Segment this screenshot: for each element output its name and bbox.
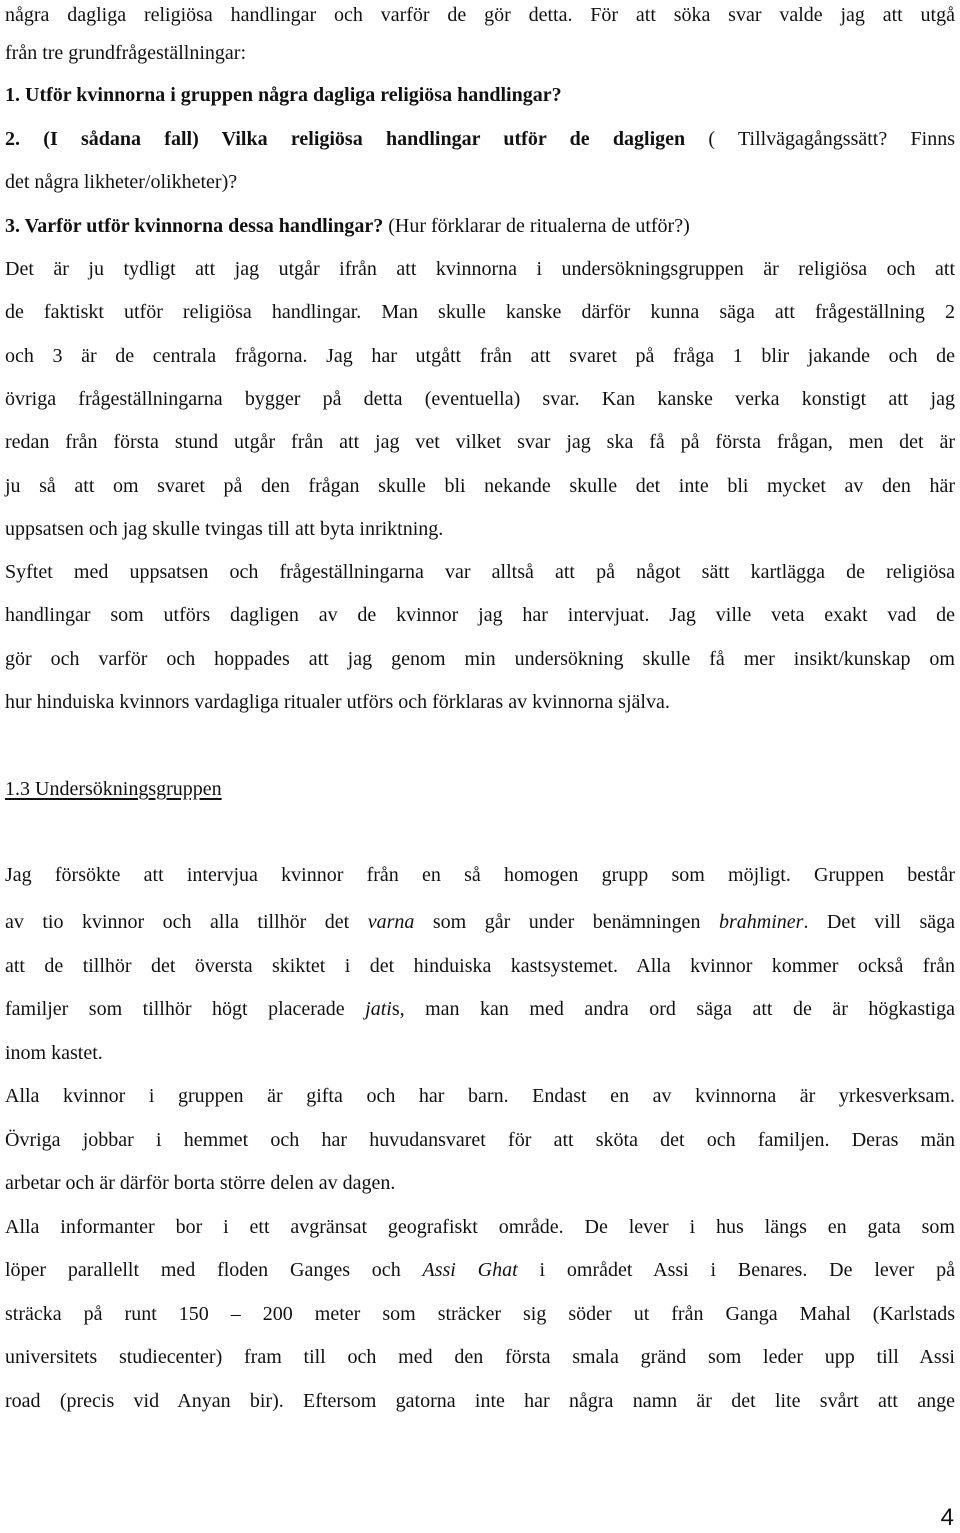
text-line [5, 909, 955, 935]
text-segment: sträcka på runt 150 – 200 meter som sträcker sig söder ut från Ganga Mahal (Karlstads [5, 1303, 955, 1325]
text-line [5, 40, 955, 66]
text-segment: övriga frågeställningarna bygger på detta (eventuella) svar. Kan kanske verka konstigt att jag [5, 388, 955, 410]
text-segment: inom kastet. [5, 1042, 103, 1064]
text-segment: hur hinduiska kvinnors vardagliga ritualer utförs och förklaras av kvinnorna själva. [5, 691, 670, 713]
text-segment: (Hur förklarar de ritualerna de utför?) [383, 215, 690, 237]
text-segment: 3. Varför utför kvinnorna dessa handlingar? [5, 215, 384, 237]
text-line [5, 1344, 955, 1370]
text-segment: uppsatsen och jag skulle tvingas till att byta inriktning. [5, 518, 444, 540]
text-segment: av tio kvinnor och alla tillhör det [5, 911, 368, 933]
text-line [5, 996, 955, 1022]
text-line [5, 559, 955, 585]
text-segment: löper parallellt med floden Ganges och [5, 1259, 423, 1281]
text-segment: 1. Utför kvinnorna i gruppen några dagliga religiösa handlingar? [5, 84, 562, 106]
text-segment: det några likheter/olikheter)? [5, 171, 238, 193]
italic-term: jati [365, 998, 392, 1020]
text-line [5, 646, 955, 672]
text-line [5, 2, 955, 28]
text-line [5, 1127, 955, 1153]
text-line [5, 953, 955, 979]
text-segment: de faktiskt utför religiösa handlingar. Man skulle kanske därför kunna säga att frågeställning 2 [5, 301, 955, 323]
page-number: 4 [940, 1504, 954, 1531]
text-line [5, 343, 955, 369]
text-line [5, 602, 955, 628]
text-segment: universitets studiecenter) fram till och med den första smala gränd som leder upp till Assi [5, 1346, 955, 1368]
text-segment: gör och varför och hoppades att jag genom min undersökning skulle få mer insikt/kunskap om [5, 648, 955, 670]
italic-term: varna [367, 911, 415, 933]
text-segment: arbetar och är därför borta större delen av dagen. [5, 1172, 396, 1194]
text-segment: att de tillhör det översta skiktet i det hinduiska kastsystemet. Alla kvinnor kommer också från [5, 955, 955, 977]
text-line [5, 473, 955, 499]
text-segment: från tre grundfrågeställningar: [5, 42, 247, 64]
text-segment: redan från första stund utgår från att jag vet vilket svar jag ska få på första frågan, men det är [5, 431, 955, 453]
text-line [5, 126, 955, 152]
text-line [5, 213, 955, 239]
text-line [5, 82, 955, 108]
text-segment: i området Assi i Benares. De lever på [517, 1259, 955, 1281]
text-line [5, 776, 955, 802]
italic-term: Assi Ghat [422, 1259, 518, 1281]
text-line [5, 516, 955, 542]
text-segment: 2. (I sådana fall) Vilka religiösa handlingar utför de dagligen [5, 128, 686, 150]
text-line [5, 689, 955, 715]
text-segment: ( Tillvägagångssätt? Finns [685, 128, 955, 150]
text-line [5, 429, 955, 455]
text-line [5, 862, 955, 888]
text-segment: ju så att om svaret på den frågan skulle bli nekande skulle det inte bli mycket av den här [5, 475, 955, 497]
text-line [5, 1257, 955, 1283]
text-line [5, 1040, 955, 1066]
text-segment: Alla kvinnor i gruppen är gifta och har barn. Endast en av kvinnorna är yrkesverksam. [5, 1085, 955, 1107]
text-segment: Alla informanter bor i ett avgränsat geografiskt område. De lever i hus längs en gata som [5, 1216, 955, 1238]
text-segment: Syftet med uppsatsen och frågeställningarna var alltså att på något sätt kartlägga de religiösa [5, 561, 955, 583]
text-line [5, 1388, 955, 1414]
text-segment: road (precis vid Anyan bir). Eftersom gatorna inte har några namn är det lite svårt att ange [5, 1390, 955, 1412]
text-segment: . Det vill säga [803, 911, 955, 933]
text-segment: Övriga jobbar i hemmet och har huvudansvaret för att sköta det och familjen. Deras män [5, 1129, 955, 1151]
text-segment: Det är ju tydligt att jag utgår ifrån att kvinnorna i undersökningsgruppen är religiösa och att [5, 258, 955, 280]
text-segment: s, man kan med andra ord säga att de är högkastiga [391, 998, 955, 1020]
text-line [5, 1301, 955, 1327]
text-line [5, 1083, 955, 1109]
text-segment: som går under benämningen [414, 911, 719, 933]
italic-term: brahminer [718, 911, 804, 933]
text-segment: Jag försökte att intervjua kvinnor från en så homogen grupp som möjligt. Gruppen består [5, 864, 955, 886]
text-line [5, 169, 955, 195]
text-segment: familjer som tillhör högt placerade [5, 998, 366, 1020]
text-line [5, 1170, 955, 1196]
text-line [5, 1214, 955, 1240]
text-line [5, 386, 955, 412]
text-line [5, 299, 955, 325]
text-line [5, 256, 955, 282]
section-heading: 1.3 Undersökningsgruppen [5, 778, 222, 800]
text-segment: och 3 är de centrala frågorna. Jag har utgått från att svaret på fråga 1 blir jakande och de [5, 345, 955, 367]
text-segment: några dagliga religiösa handlingar och varför de gör detta. För att söka svar valde jag att utgå [5, 4, 955, 26]
text-segment: handlingar som utförs dagligen av de kvinnor jag har intervjuat. Jag ville veta exakt vad de [5, 604, 955, 626]
